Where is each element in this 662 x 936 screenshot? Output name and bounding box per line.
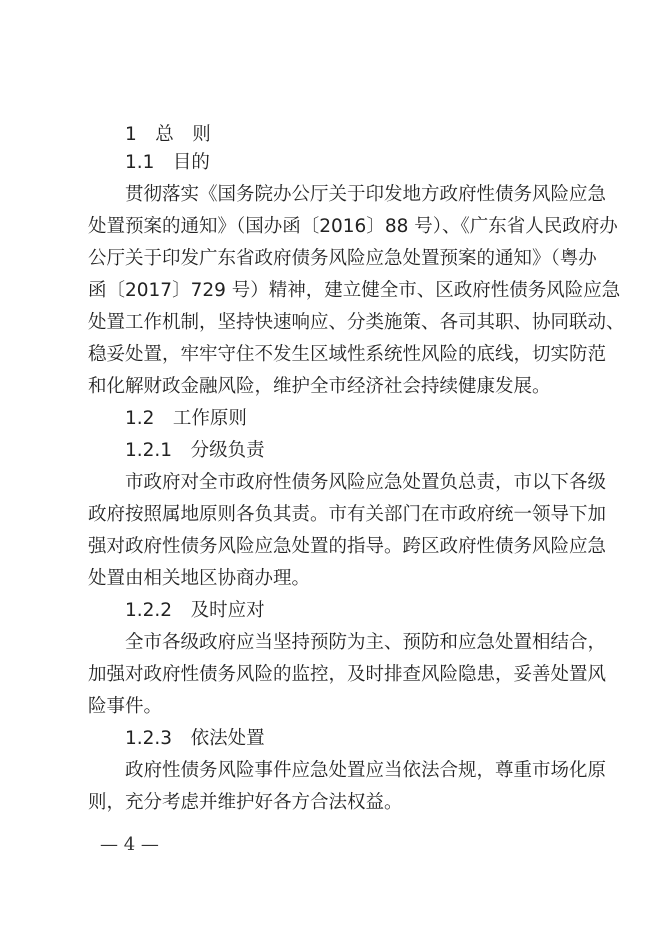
text-line: 稳妥处置，牢牢守住不发生区域性系统性风险的底线，切实防范 — [88, 344, 607, 365]
text-line: 公厅关于印发广东省政府债务风险应急处置预案的通知》（粤办 — [88, 248, 597, 269]
section-heading-1-2-2: 1.2.2 及时应对 — [125, 600, 265, 621]
text-line: 和化解财政金融风险，维护全市经济社会持续健康发展。 — [88, 376, 551, 397]
text-line: 市政府对全市政府性债务风险应急处置负总责，市以下各级 — [125, 472, 607, 493]
text-line: 险事件。 — [88, 696, 163, 717]
section-heading-1-2-3: 1.2.3 依法处置 — [125, 728, 265, 749]
text-line: 政府按照属地原则各负其责。市有关部门在市政府统一领导下加 — [88, 504, 607, 525]
section-heading-1-1: 1.1 目的 — [125, 152, 210, 173]
text-line: 贯彻落实《国务院办公厅关于印发地方政府性债务风险应急 — [125, 184, 607, 205]
text-line: 处置预案的通知》（国办函〔2016〕88 号）、《广东省人民政府办 — [88, 216, 618, 237]
text-line: 加强对政府性债务风险的监控，及时排查风险隐患，妥善处置风 — [88, 664, 607, 685]
section-heading-1-2: 1.2 工作原则 — [125, 408, 247, 429]
text-line: 全市各级政府应当坚持预防为主、预防和应急处置相结合， — [125, 632, 607, 653]
text-line: 函〔2017〕729 号）精神，建立健全市、区政府性债务风险应急 — [88, 280, 621, 301]
text-line: 处置工作机制，坚持快速响应、分类施策、各司其职、协同联动、 — [88, 312, 625, 333]
text-line: 处置由相关地区协商办理。 — [88, 568, 311, 589]
section-heading-1-2-1: 1.2.1 分级负责 — [125, 440, 265, 461]
page-number: — 4 — — [100, 834, 159, 855]
chapter-heading: 1 总 则 — [125, 124, 211, 145]
text-line: 强对政府性债务风险应急处置的指导。跨区政府性债务风险应急 — [88, 536, 607, 557]
text-line: 则，充分考虑并维护好各方合法权益。 — [88, 792, 403, 813]
text-line: 政府性债务风险事件应急处置应当依法合规，尊重市场化原 — [125, 760, 607, 781]
